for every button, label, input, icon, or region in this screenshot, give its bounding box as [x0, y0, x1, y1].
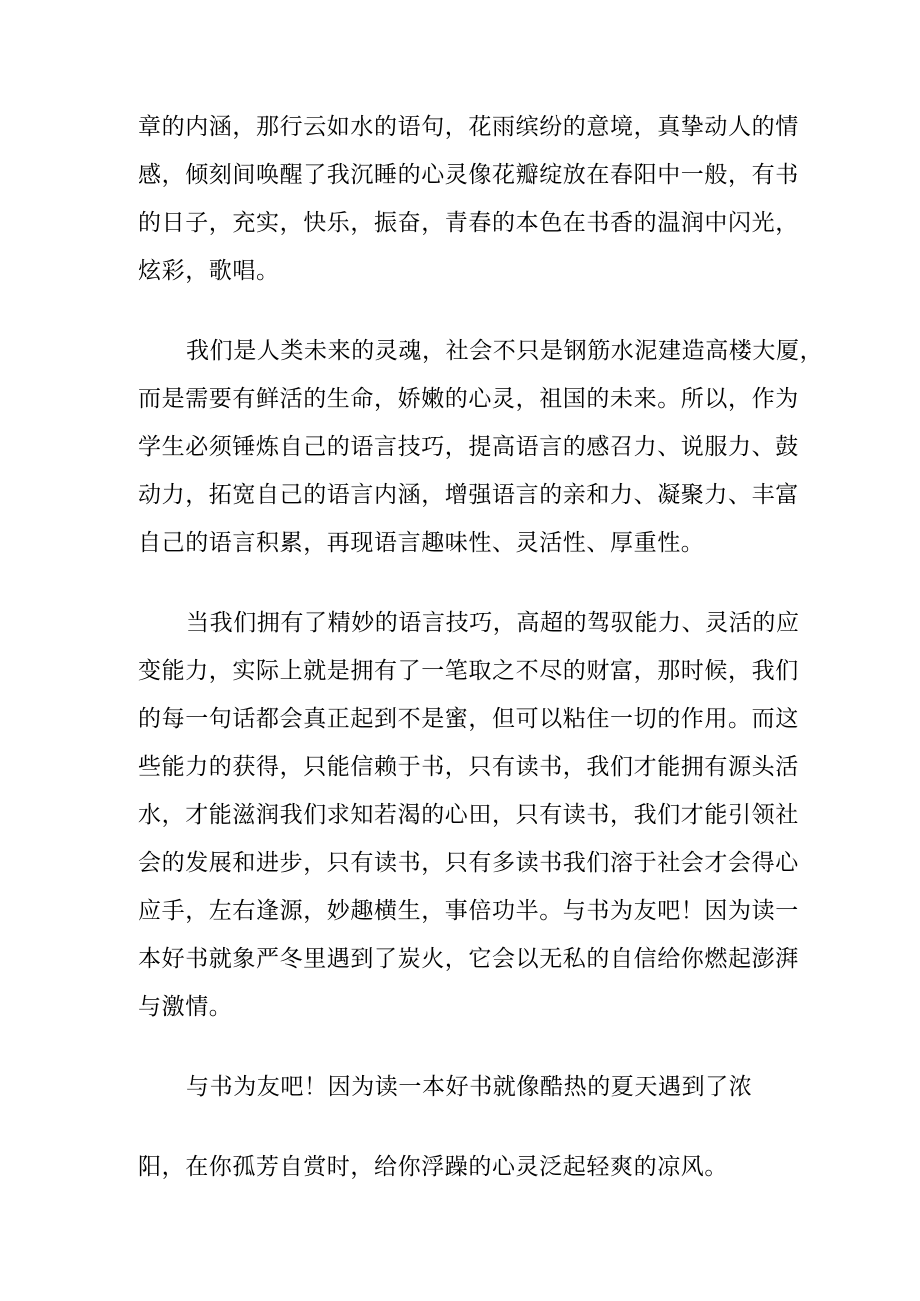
- paragraph-2-line-3: 学生必须锤炼自己的语言技巧，提高语言的感召力、说服力、鼓: [138, 434, 799, 460]
- paragraph-3-line-7: 应手，左右逢源，妙趣横生，事倍功半。与书为友吧！因为读一: [138, 898, 799, 924]
- paragraph-2-line-1: 我们是人类未来的灵魂，社会不只是钢筋水泥建造高楼大厦，: [186, 338, 824, 364]
- paragraph-2-line-2: 而是需要有鲜活的生命，娇嫩的心灵，祖国的未来。所以，作为: [138, 386, 799, 412]
- paragraph-3-line-6: 会的发展和进步，只有读书，只有多读书我们溶于社会才会得心: [138, 850, 799, 876]
- paragraph-3-line-5: 水，才能滋润我们求知若渴的心田，只有读书，我们才能引领社: [138, 802, 799, 828]
- paragraph-2-line-4: 动力，拓宽自己的语言内涵，增强语言的亲和力、凝聚力、丰富: [138, 482, 799, 508]
- paragraph-3-line-4: 些能力的获得，只能信赖于书，只有读书，我们才能拥有源头活: [138, 754, 799, 780]
- paragraph-1-line-3: 的日子，充实，快乐，振奋，青春的本色在书香的温润中闪光，: [138, 210, 799, 236]
- paragraph-1-line-2: 感，倾刻间唤醒了我沉睡的心灵像花瓣绽放在春阳中一般，有书: [138, 162, 799, 188]
- paragraph-5-line-1: 阳，在你孤芳自赏时，给你浮躁的心灵泛起轻爽的凉风。: [138, 1154, 728, 1180]
- paragraph-2-line-5: 自己的语言积累，再现语言趣味性、灵活性、厚重性。: [138, 530, 705, 556]
- paragraph-1-line-1: 章的内涵，那行云如水的语句，花雨缤纷的意境，真挚动人的情: [138, 114, 799, 140]
- paragraph-3-line-3: 的每一句话都会真正起到不是蜜，但可以粘住一切的作用。而这: [138, 706, 799, 732]
- paragraph-3-line-9: 与激情。: [138, 994, 233, 1020]
- paragraph-3-line-1: 当我们拥有了精妙的语言技巧，高超的驾驭能力、灵活的应: [186, 610, 800, 636]
- paragraph-4-line-1: 与书为友吧！因为读一本好书就像酷热的夏天遇到了浓: [186, 1074, 753, 1100]
- paragraph-3-line-2: 变能力，实际上就是拥有了一笔取之不尽的财富，那时候，我们: [138, 658, 799, 684]
- paragraph-1-line-4: 炫彩，歌唱。: [138, 258, 280, 284]
- paragraph-3-line-8: 本好书就象严冬里遇到了炭火，它会以无私的自信给你燃起澎湃: [138, 946, 799, 972]
